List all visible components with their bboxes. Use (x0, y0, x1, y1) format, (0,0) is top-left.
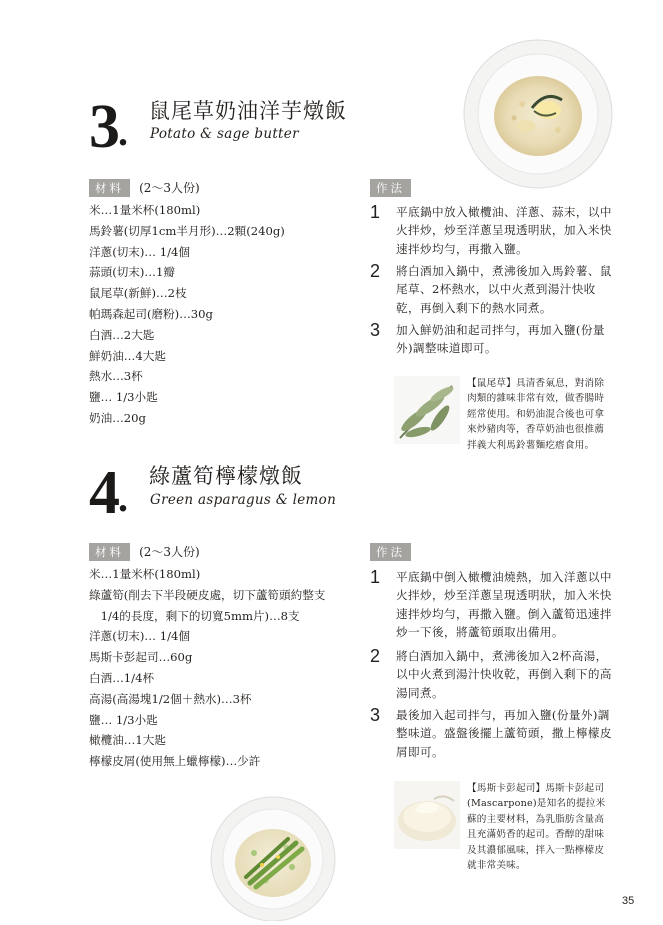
ingredient-item: 綠蘆筍(削去下半段硬皮處，切下蘆筍頭約整支 (89, 587, 326, 602)
step-line: 將白酒加入鍋中，煮沸後加入馬鈴薯、鼠 (396, 264, 612, 278)
step-line: 整味道。盛盤後擺上蘆筍頭，撒上檸檬皮 (396, 726, 612, 741)
method-step (370, 262, 615, 317)
note-line: (Mascarpone)是知名的提拉米 (467, 798, 606, 810)
recipe4-number-dot: . (118, 475, 128, 520)
step-line: 最後加入起司拌勻，再加入鹽(份量外)調 (396, 708, 610, 722)
note-line: 且充滿奶香的起司。香醇的甜味 (467, 829, 605, 841)
note-line: 【鼠尾草】具清香氣息，對消除 (467, 378, 605, 389)
method-step (370, 321, 615, 358)
step-text (396, 262, 615, 317)
recipe4-ingredients-header (89, 541, 200, 561)
ingredient-item: 馬鈴薯(切厚1cm半月形)…2顆(240g) (89, 223, 285, 238)
note-line: 拌義大利馬鈴薯麵疙瘩食用。 (467, 439, 595, 451)
ingredient-item: 檸檬皮屑(使用無上蠟檸檬)…少許 (89, 754, 261, 769)
ingredient-item: 洋蔥(切末)… 1/4個 (89, 629, 190, 644)
step-line: 乾，再倒入剩下的熱水同煮。 (396, 300, 552, 315)
step-line: 外)調整味道即可。 (396, 341, 497, 356)
recipe4-ingredient-list (89, 564, 325, 772)
step-line: 速拌炒均勻，再撒入鹽。倒入蘆筍迅速拌 (396, 606, 612, 621)
method-tag: 作法 (370, 543, 411, 561)
mascarpone-note (467, 781, 627, 873)
ingredient-item: 馬斯卡彭起司…60g (89, 650, 193, 665)
step-number: 3 (370, 705, 381, 725)
step-line: 尾草、2杯熱水，以中火煮到湯汁快收 (396, 282, 596, 297)
recipe3-steps (370, 203, 630, 373)
step-line: 加入鮮奶油和起司拌勻，再加入鹽(份量 (396, 323, 605, 337)
note-line: 蘇的主要材料，為乳脂肪含量高 (467, 813, 605, 825)
potato-risotto-photo (462, 38, 614, 190)
step-number: 3 (370, 320, 381, 340)
asparagus-risotto-photo (210, 787, 336, 921)
note-line: 就非常美味。 (467, 860, 526, 872)
step-number: 2 (370, 646, 381, 666)
step-number: 1 (370, 567, 381, 587)
step-text (396, 321, 615, 358)
ingredient-item: 高湯(高湯塊1/2個＋熱水)…3杯 (89, 691, 252, 706)
method-step (370, 568, 615, 642)
recipe4-method-tag (370, 541, 411, 561)
sage-note (467, 376, 627, 453)
step-number: 2 (370, 261, 381, 281)
ingredient-item: 橄欖油…1大匙 (89, 733, 166, 748)
recipe3-number-dot: . (118, 109, 128, 154)
ingredient-item: 米…1量米杯(180ml) (89, 567, 201, 581)
note-line: 及其濃郁風味，拌入一點檸檬皮 (467, 844, 605, 856)
step-line: 以中火煮到湯汁快收乾，再倒入剩下的高 (396, 667, 612, 682)
step-line: 平底鍋中放入橄欖油、洋蔥、蒜末，以中 (396, 205, 612, 219)
note-line: 經常使用。和奶油混合後也可拿 (467, 408, 605, 420)
step-number: 1 (370, 202, 381, 222)
step-text (396, 706, 615, 761)
sage-photo (394, 376, 460, 444)
recipe4-number: 4 (89, 459, 120, 527)
step-line: 平底鍋中倒入橄欖油燒熱，加入洋蔥以中 (396, 570, 612, 584)
ingredient-item: 白酒…1/4杯 (89, 670, 155, 685)
ingredient-item: 米…1量米杯(180ml) (89, 203, 201, 217)
method-tag: 作法 (370, 179, 411, 197)
method-step (370, 706, 615, 761)
mascarpone-photo (394, 781, 460, 849)
recipe4-title: 綠蘆筍檸檬燉飯 (149, 464, 303, 488)
ingredients-tag: 材料 (89, 543, 130, 561)
ingredient-item: 熱水…3杯 (89, 369, 143, 384)
recipe4-subtitle: Green asparagus & lemon (150, 492, 337, 508)
step-line: 湯同煮。 (396, 685, 444, 700)
ingredient-item: 洋蔥(切末)… 1/4個 (89, 244, 190, 259)
servings-label: (2〜3人份) (139, 181, 200, 195)
page-number: 35 (622, 895, 635, 907)
note-line: 【馬斯卡彭起司】馬斯卡彭起司 (467, 783, 605, 794)
recipe3-method-tag (370, 177, 411, 197)
step-line: 火拌炒，炒至洋蔥呈現透明狀，加入米快 (396, 588, 612, 603)
method-step (370, 203, 615, 258)
recipe3-subtitle: Potato & sage butter (150, 126, 299, 142)
ingredient-item: 帕瑪森起司(磨粉)…30g (89, 306, 213, 321)
recipe3-title: 鼠尾草奶油洋芋燉飯 (149, 99, 347, 123)
ingredient-item: 鮮奶油…4大匙 (89, 348, 166, 363)
step-line: 速拌炒均勻，再撒入鹽。 (396, 241, 528, 256)
ingredient-item: 奶油…20g (89, 410, 146, 425)
recipe3-ingredient-list (89, 200, 285, 429)
step-text (396, 203, 615, 258)
note-line: 來炒豬肉等，香草奶油也很推薦 (467, 424, 605, 436)
ingredient-item: 白酒…2大匙 (89, 327, 155, 342)
ingredient-item: 鹽… 1/3小匙 (89, 712, 158, 727)
ingredient-item: 鹽… 1/3小匙 (89, 390, 158, 405)
recipe3-number: 3 (89, 93, 120, 161)
step-line: 將白酒加入鍋中，煮沸後加入2杯高湯， (396, 649, 608, 663)
ingredient-item: 蒜頭(切末)…1瓣 (89, 265, 175, 280)
note-line: 肉類的雜味非常有效，做香腸時 (467, 393, 605, 405)
recipe4-steps (370, 568, 630, 768)
step-text (396, 647, 615, 702)
servings-label: (2〜3人份) (139, 545, 200, 559)
ingredient-item: 鼠尾草(新鮮)…2枝 (89, 286, 187, 301)
step-line: 炒一下後，將蘆筍頭取出備用。 (396, 625, 564, 640)
ingredients-tag: 材料 (89, 179, 130, 197)
method-step (370, 647, 615, 702)
ingredient-item: 1/4的長度，剩下的切寬5mm片)…8支 (89, 608, 300, 623)
step-line: 火拌炒，炒至洋蔥呈現透明狀，加入米快 (396, 223, 612, 238)
recipe3-ingredients-header (89, 177, 200, 197)
step-line: 屑即可。 (396, 744, 444, 759)
step-text (396, 568, 615, 642)
